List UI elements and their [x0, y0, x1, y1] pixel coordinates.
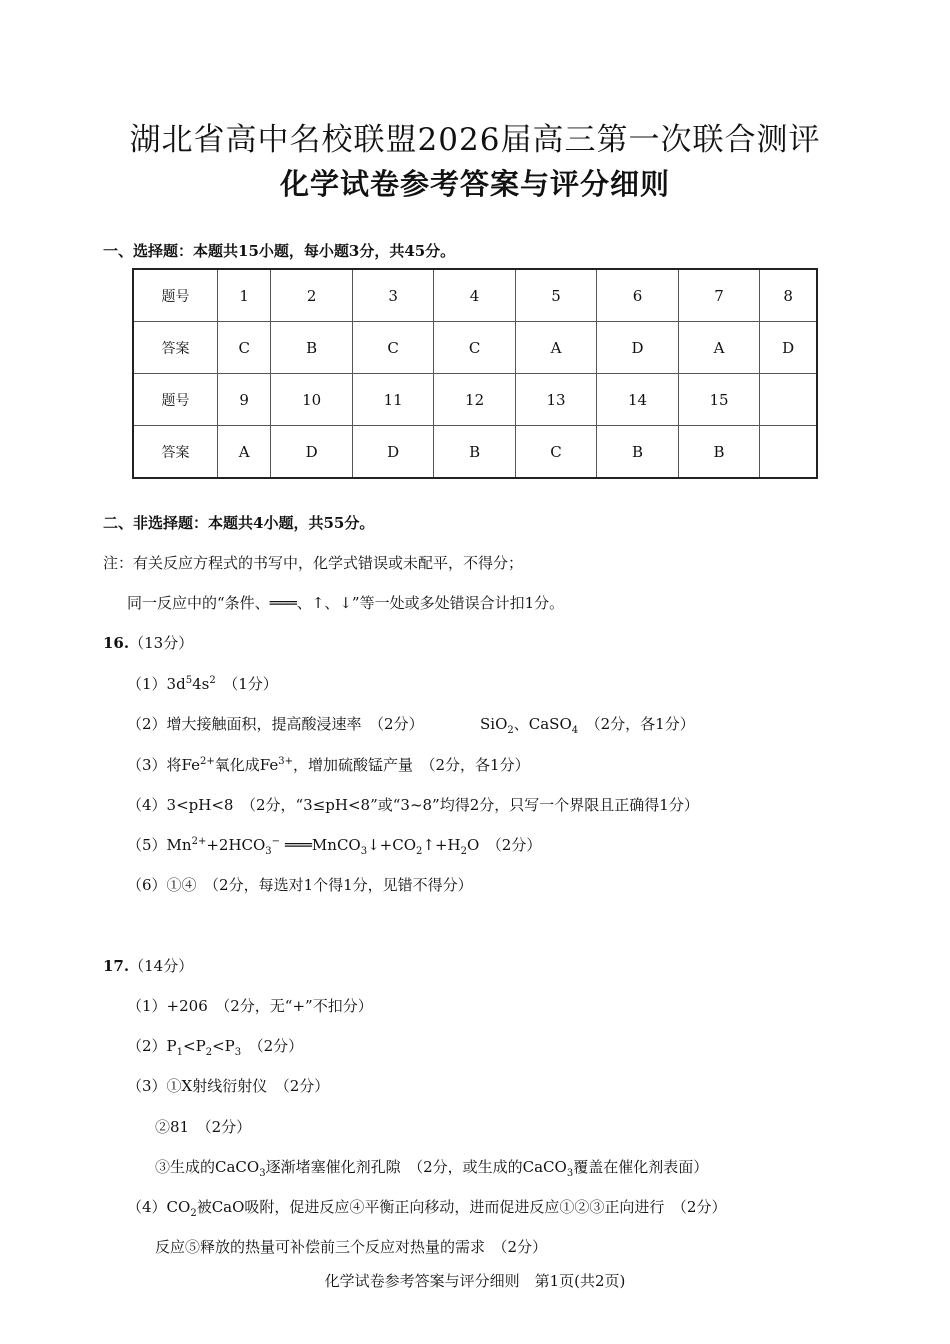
table-cell: 12: [434, 374, 515, 426]
table-cell: 13: [515, 374, 596, 426]
table-cell: 14: [597, 374, 678, 426]
table-cell: D: [352, 426, 433, 479]
q17-answer-3c: ③生成的CaCO$_3$逐渐堵塞催化剂孔隙 （2分，或生成的CaCO$_3$覆盖在催化剂表面）: [155, 1158, 709, 1179]
q16-answer-2b: SiO$_2$、CaSO$_4$ （2分，各1分）: [480, 715, 695, 736]
question-score: （13分）: [129, 634, 194, 652]
table-cell: 3: [352, 269, 433, 322]
table-row: [133, 426, 817, 479]
q16-answer-2: （2）增大接触面积，提高酸浸速率 （2分）: [127, 715, 424, 733]
table-cell: C: [434, 322, 515, 374]
q17-answer-4b: 反应⑤释放的热量可补偿前三个反应对热量的需求 （2分）: [155, 1238, 548, 1256]
table-cell: [760, 426, 817, 479]
table-cell: 6: [597, 269, 678, 322]
table-cell: [760, 374, 817, 426]
table-cell: B: [271, 322, 352, 374]
answer-table: [132, 268, 818, 479]
table-cell: 答案: [133, 426, 218, 479]
table-cell: 9: [218, 374, 271, 426]
q17-answer-1: （1）+206 （2分，无“+”不扣分）: [127, 997, 373, 1015]
section-heading-nonchoice: 二、非选择题：本题共4小题，共55分。: [103, 514, 375, 532]
table-cell: 题号: [133, 269, 218, 322]
table-cell: 题号: [133, 374, 218, 426]
q17-answer-2: $(2)P_1<P_2<P_3$ （2分）: [127, 1037, 304, 1058]
table-cell: 10: [271, 374, 352, 426]
section-heading-choice: 一、选择题：本题共15小题，每小题3分，共45分。: [103, 242, 456, 260]
table-cell: 2: [271, 269, 352, 322]
table-row: [133, 322, 817, 374]
table-cell: 5: [515, 269, 596, 322]
q17-answer-3: （3）①X射线衍射仪 （2分）: [127, 1077, 330, 1095]
question-number: 16.: [103, 634, 130, 652]
note-line-2: 同一反应中的“条件、═══、↑、↓”等一处或多处错误合计扣1分。: [127, 594, 565, 612]
q17-answer-4: $(4)CO_2$被CaO吸附，促进反应④平衡正向移动，进而促进反应①②③正向进行 （2分）: [127, 1198, 727, 1219]
table-cell: A: [218, 426, 271, 479]
table-cell: D: [271, 426, 352, 479]
table-cell: 11: [352, 374, 433, 426]
table-row: [133, 374, 817, 426]
q16-answer-5: $(5)Mn^{2+}+2HCO_3^-$ $═══MnCO_3↓+CO_2↑+H_2O$ （2分）: [127, 836, 542, 857]
q16-answer-6: （6）①④ （2分，每选对1个得1分，见错不得分）: [127, 876, 473, 894]
table-cell: D: [760, 322, 817, 374]
table-cell: 15: [678, 374, 759, 426]
question-16-heading: [103, 632, 193, 653]
table-cell: 1: [218, 269, 271, 322]
table-cell: C: [515, 426, 596, 479]
table-cell: A: [678, 322, 759, 374]
table-cell: A: [515, 322, 596, 374]
note-line-1: 注：有关反应方程式的书写中，化学式错误或未配平，不得分；: [103, 554, 524, 572]
table-cell: 7: [678, 269, 759, 322]
q17-answer-3b: ②81 （2分）: [155, 1118, 252, 1136]
table-cell: 8: [760, 269, 817, 322]
question-17-heading: [103, 955, 193, 976]
document-title: 湖北省高中名校联盟2026届高三第一次联合测评: [129, 122, 821, 158]
table-cell: B: [434, 426, 515, 479]
q16-answer-1: $(1)3d^54s^2$ （1分）: [127, 675, 278, 693]
table-cell: C: [352, 322, 433, 374]
table-cell: D: [597, 322, 678, 374]
table-cell: 答案: [133, 322, 218, 374]
table-row: [133, 269, 817, 322]
question-score: （14分）: [129, 957, 194, 975]
page-footer: 化学试卷参考答案与评分细则 第1页(共2页): [324, 1272, 626, 1290]
table-cell: C: [218, 322, 271, 374]
q16-answer-3: （3）将$Fe^{2+}$氧化成$Fe^{3+}$，增加硫酸锰产量 （2分，各1分）: [127, 756, 530, 774]
question-number: 17.: [103, 957, 130, 975]
q16-answer-4: （4）3<pH<8 （2分，“3≤pH<8”或“3~8”均得2分，只写一个界限且正确得1分）: [127, 796, 699, 814]
table-cell: B: [678, 426, 759, 479]
table-cell: B: [597, 426, 678, 479]
document-subtitle: 化学试卷参考答案与评分细则: [279, 167, 670, 201]
table-cell: 4: [434, 269, 515, 322]
